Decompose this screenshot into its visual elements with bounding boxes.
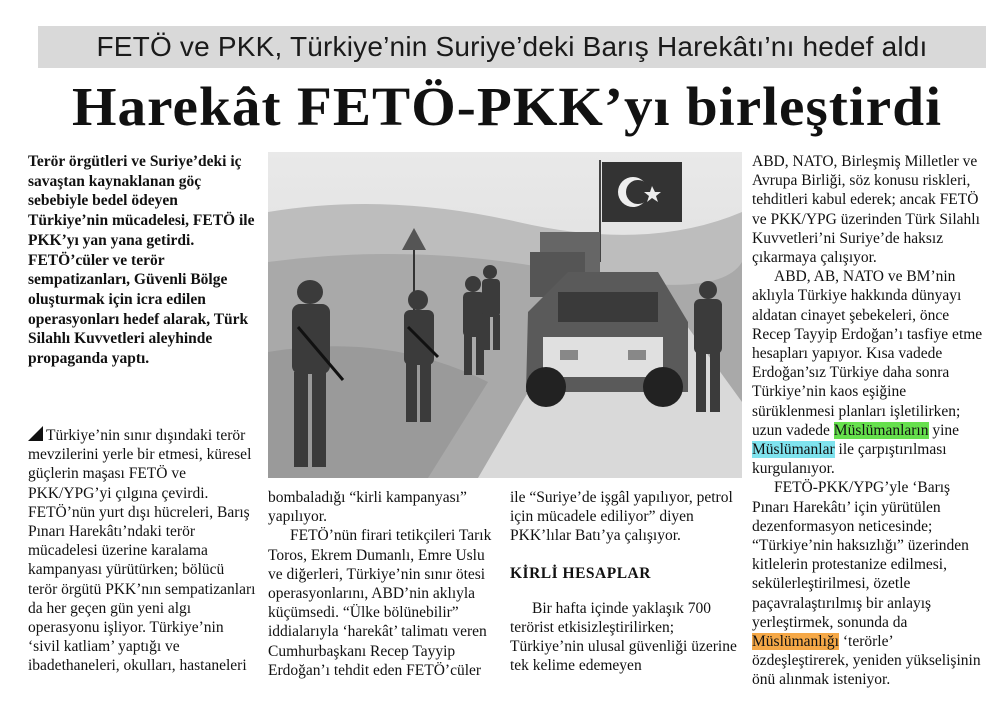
column-3-paragraph-2: Bir hafta içinde yaklaşık 700 terörist etkisizleştirilirken; Türkiye’nin ulusal güvenliği üzerine tek kelime edemeyen bbox=[510, 599, 737, 675]
news-photo bbox=[268, 152, 742, 478]
column-4-paragraph-1: ABD, NATO, Birleşmiş Milletler ve Avrupa Birliği, söz konusu riskleri, tehditleri kabul ederek; ancak FETÖ ve PKK/YPG üzerinden Türk Silahlı Kuvvetleri’ni Suriye’de haksız çıkarmaya çalışıyor. bbox=[752, 153, 980, 267]
column-4-paragraph-3: FETÖ-PKK/YPG’yle ‘Barış Pınarı Harekâtı’ için yürütülen dezenformasyon neticesinde; “Türkiye’nin haksızlığı” üzerinden kitlelerin protestanize edilmesi, sekülerleştirilmesi, özetle paçavralaştırılmış bir anlayış yerleştirmek, sonunda da Müslümanlığı ‘terörle’ özdeşleştirerek, yeniden yükselişinin önü alınmak isteniyor. bbox=[752, 479, 981, 689]
kicker-banner: FETÖ ve PKK, Türkiye’nin Suriye’deki Barış Harekâtı’nı hedef aldı bbox=[38, 26, 986, 68]
subheading: KİRLİ HESAPLAR bbox=[510, 564, 651, 582]
spot-text: Terör örgütleri ve Suriye’deki iç savaştan kaynaklanan göç sebebiyle bedel ödeyen Türkiye’nin mücadelesi, FETÖ ile PKK’yı yan yana getirdi. FETÖ’cüler ve terör sempatizanları, Güvenli Bölge oluşturmak için icra edilen operasyonları hedef alarak, Türk Silahlı Kuvvetleri aleyhinde propaganda yaptı. bbox=[28, 153, 255, 368]
triangle-marker-icon bbox=[28, 426, 43, 441]
soldiers-armored-vehicle-photo bbox=[268, 152, 742, 478]
column-2-paragraph-1: bombaladığı “kirli kampanyası” yapılıyor. bbox=[268, 489, 467, 526]
column-2 bbox=[268, 488, 498, 680]
column-1 bbox=[28, 426, 256, 676]
column-2-paragraph-2: FETÖ’nün firari tetikçileri Tarık Toros, Ekrem Dumanlı, Emre Uslu ve diğerleri, Türkiye’nin sınır ötesi operasyonlarını, ABD’nin aklıyla küçümsedi. “Ülke bölünebilir” iddialarıyla ‘harekât’ talimatı veren Cumhurbaşkanı Recep Tayyip Erdoğan’ı tehdit eden FETÖ’cüler bbox=[268, 527, 492, 679]
column-4-paragraph-2: ABD, AB, NATO ve BM’nin aklıyla Türkiye hakkında dünyayı aldatan cinayet şebekeleri, önce Recep Tayyip Erdoğan’ı tasfiye etme hesapları yapıyor. Kısa vadede Erdoğan’sız Türkiye daha sonra Türkiye’nin kaos eşiğine sürüklenmesi planları işletilirken; uzun vadede Müslümanların yine Müslümanlar ile çarpıştırılması kurgulanıyor. bbox=[752, 268, 983, 478]
highlight-green: Müslümanların bbox=[833, 421, 929, 439]
headline: Harekât FETÖ-PKK’yı birleştirdi bbox=[71, 76, 943, 137]
highlight-orange: Müslümanlığı bbox=[752, 633, 839, 651]
column-3-paragraph-1: ile “Suriye’de işgâl yapılıyor, petrol için mücadele ediliyor” diyen PKK’lılar Batı’ya çalışıyor. bbox=[510, 489, 733, 545]
column-3 bbox=[510, 488, 742, 676]
column-1-text: Türkiye’nin sınır dışındaki terör mevzilerini yerle bir etmesi, küresel güçlerin maşası FETÖ ve PKK/YPG’yi çılgına çevirdi. FETÖ’nün yurt dışı hücreleri, Barış Pınarı Harekâtı’ndaki terör mücadelesi üzerine karalama kampanyası yürütürken; bölücü terör örgütü PKK’nın sempatizanları da her geçen gün yeni algı operasyonu işliyor. Türkiye’nin ‘sivil katliam’ yaptığı ve ibadethaneleri, okulları, hastaneleri bbox=[28, 427, 256, 675]
column-4 bbox=[752, 152, 988, 690]
highlight-cyan: Müslümanlar bbox=[752, 441, 835, 459]
